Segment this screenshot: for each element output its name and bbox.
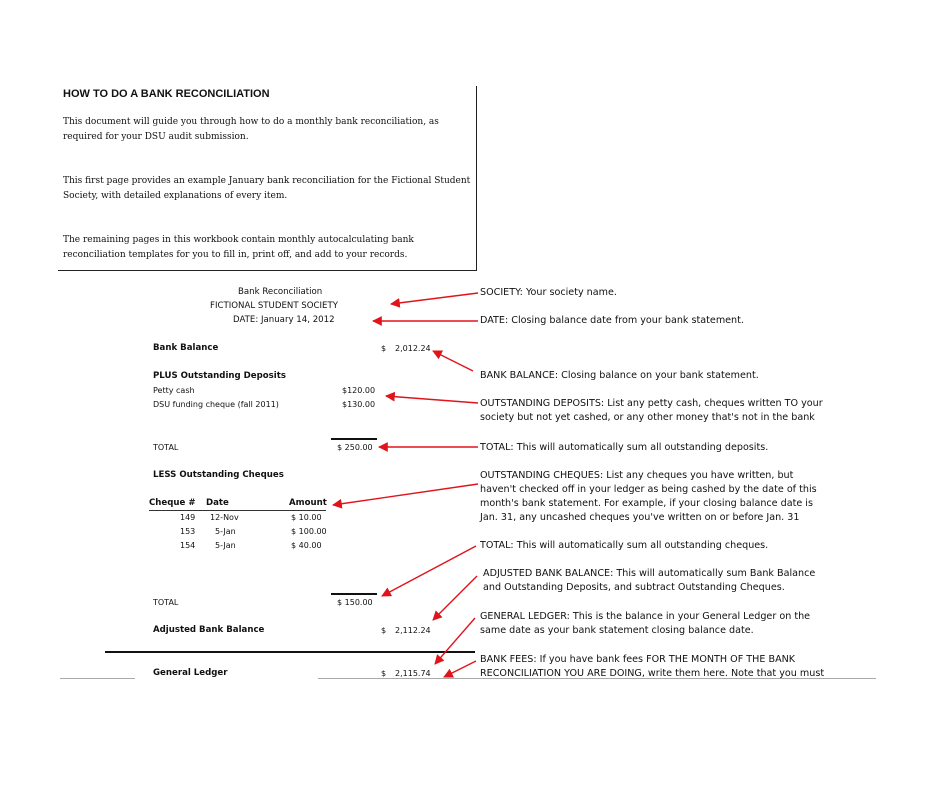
- deposit-value-2: $130.00: [342, 400, 376, 409]
- cheque-amount-1: $ 10.00: [291, 513, 322, 522]
- note-cheques-line1: OUTSTANDING CHEQUES: List any cheques you have written, but: [480, 470, 794, 481]
- note-cheques-line3: month's bank statement. For example, if your closing balance date is: [480, 498, 813, 509]
- cheque-amount-3: $ 40.00: [291, 541, 322, 550]
- arrow-outstanding-cheques: [333, 484, 478, 505]
- arrow-general-ledger: [435, 618, 475, 664]
- sheet-heading: Bank Reconciliation: [238, 287, 323, 297]
- note-society: SOCIETY: Your society name.: [480, 287, 617, 298]
- total-deposits-label: TOTAL: [153, 443, 179, 452]
- intro-p3-line1: The remaining pages in this workbook contain monthly autocalculating bank: [63, 235, 414, 245]
- cheque-date-2: 5-Jan: [215, 527, 236, 536]
- general-ledger-value: 2,115.74: [395, 669, 431, 678]
- cheque-num-3: 154: [180, 541, 196, 550]
- arrow-society: [391, 293, 478, 304]
- arrow-total-cheques: [382, 546, 476, 596]
- bank-balance-label: Bank Balance: [153, 343, 219, 353]
- cheque-date-1: 12-Nov: [210, 513, 239, 522]
- amount-col-header: Amount: [289, 498, 327, 508]
- date-col-header: Date: [206, 498, 229, 508]
- arrow-bank-balance: [433, 351, 473, 371]
- intro-p2-line1: This first page provides an example January bank reconciliation for the Fictional Student: [63, 176, 471, 186]
- note-ledger-line2: same date as your bank statement closing balance date.: [480, 625, 754, 636]
- deposit-value-1: $120.00: [342, 386, 376, 395]
- note-total-deposits: TOTAL: This will automatically sum all outstanding deposits.: [480, 442, 769, 453]
- note-fees-line2: RECONCILIATION YOU ARE DOING, write them here. Note that you must: [480, 668, 825, 679]
- note-deposits-line2: society but not yet cashed, or any other money that's not in the bank: [480, 412, 815, 423]
- note-bank-balance: BANK BALANCE: Closing balance on your bank statement.: [480, 370, 759, 381]
- intro-p3-line2: reconciliation templates for you to fill in, print off, and add to your records.: [63, 250, 408, 260]
- general-ledger-currency: $: [381, 669, 387, 678]
- deposit-label-2: DSU funding cheque (fall 2011): [153, 400, 279, 409]
- sheet-society: FICTIONAL STUDENT SOCIETY: [210, 301, 338, 311]
- plus-deposits-label: PLUS Outstanding Deposits: [153, 371, 286, 381]
- total-deposits-value: $ 250.00: [337, 443, 373, 452]
- note-ledger-line1: GENERAL LEDGER: This is the balance in your General Ledger on the: [480, 611, 811, 622]
- note-cheques-line2: haven't checked off in your ledger as being cashed by the date of this: [480, 484, 817, 495]
- adjusted-balance-value: 2,112.24: [395, 626, 431, 635]
- adjusted-balance-label: Adjusted Bank Balance: [153, 625, 265, 635]
- total-cheques-label: TOTAL: [153, 598, 179, 607]
- cheque-num-2: 153: [180, 527, 196, 536]
- sheet-date: DATE: January 14, 2012: [233, 315, 335, 325]
- bank-balance-currency: $: [381, 344, 387, 353]
- cheque-amount-2: $ 100.00: [291, 527, 327, 536]
- intro-title: HOW TO DO A BANK RECONCILIATION: [63, 88, 270, 100]
- intro-p1-line2: required for your DSU audit submission.: [63, 132, 249, 142]
- cheque-num-1: 149: [180, 513, 196, 522]
- note-fees-line1: BANK FEES: If you have bank fees FOR THE MONTH OF THE BANK: [480, 654, 796, 665]
- note-adjusted-line2: and Outstanding Deposits, and subtract Outstanding Cheques.: [483, 582, 785, 593]
- general-ledger-label: General Ledger: [153, 668, 228, 678]
- note-date: DATE: Closing balance date from your bank statement.: [480, 315, 744, 326]
- arrow-adjusted-balance: [433, 576, 477, 620]
- cheque-date-3: 5-Jan: [215, 541, 236, 550]
- intro-p1-line1: This document will guide you through how to do a monthly bank reconciliation, as: [63, 117, 439, 127]
- note-deposits-line1: OUTSTANDING DEPOSITS: List any petty cash, cheques written TO your: [480, 398, 823, 409]
- cheque-col-header: Cheque #: [149, 498, 196, 508]
- note-cheques-line4: Jan. 31, any uncashed cheques you've written on or before Jan. 31: [480, 512, 800, 523]
- intro-p2-line2: Society, with detailed explanations of every item.: [63, 191, 288, 201]
- note-adjusted-line1: ADJUSTED BANK BALANCE: This will automatically sum Bank Balance: [483, 568, 816, 579]
- arrow-bank-fees: [444, 661, 476, 677]
- arrow-outstanding-deposits: [386, 396, 478, 403]
- less-cheques-label: LESS Outstanding Cheques: [153, 470, 284, 480]
- bank-balance-value: 2,012.24: [395, 344, 431, 353]
- adjusted-balance-currency: $: [381, 626, 387, 635]
- note-total-cheques: TOTAL: This will automatically sum all outstanding cheques.: [480, 540, 769, 551]
- deposit-label-1: Petty cash: [153, 386, 195, 395]
- total-cheques-value: $ 150.00: [337, 598, 373, 607]
